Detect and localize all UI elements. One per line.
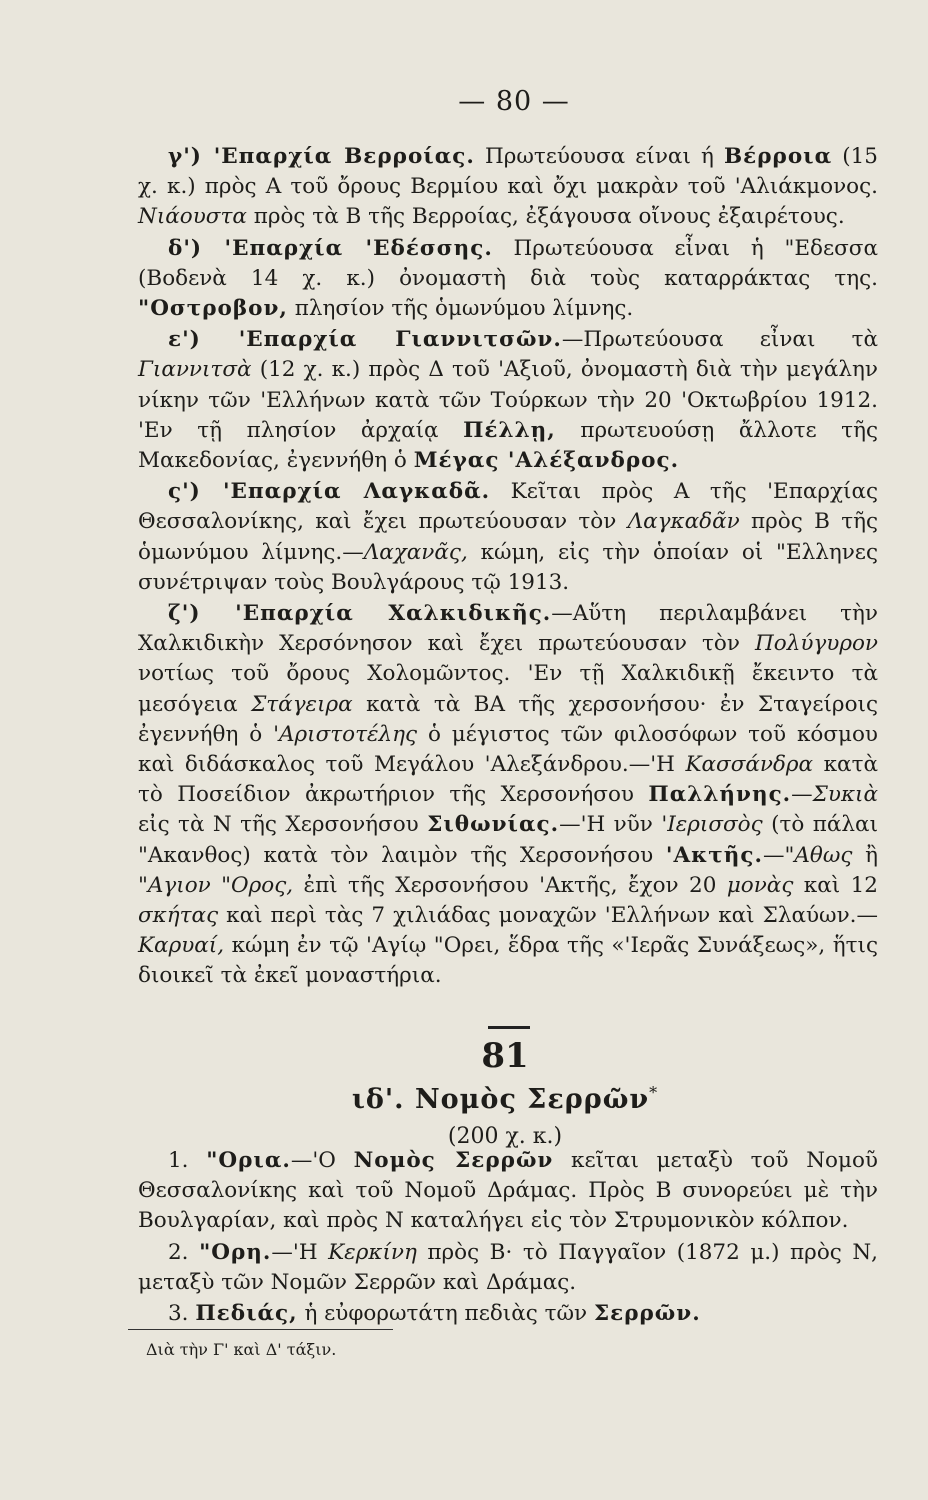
paragraph-chalkidiki bbox=[138, 599, 878, 992]
heading-mountains: "Ορη. bbox=[199, 1239, 272, 1265]
section-divider bbox=[488, 1026, 530, 1029]
footnote-marker: * bbox=[649, 1083, 659, 1102]
text-run: νοτίως τοῦ ὄρους Χολομῶντος. 'Εν τῇ Χαλκιδικῇ ἔκειντο τὰ μεσόγεια bbox=[138, 661, 878, 717]
italic-run: 'Αριστοτέλης bbox=[273, 721, 418, 747]
italic-run: "Αθως bbox=[784, 842, 853, 868]
paragraph-mountains bbox=[138, 1238, 878, 1298]
text-run: ἡ εὐφορωτάτη πεδιὰς τῶν bbox=[297, 1301, 594, 1327]
text-run: πλησίον τῆς ὁμωνύμου λίμνης. bbox=[287, 296, 634, 322]
item-number: 2. bbox=[168, 1239, 200, 1265]
text-run: κατὰ τὰ ΒΑ τῆς χερσονήσου· ἐν Σταγείροις ἐγεννήθη ὁ bbox=[138, 691, 878, 747]
text-run: —Πρωτεύουσα εἶναι τὰ bbox=[561, 327, 879, 353]
paragraph-lagkadas bbox=[138, 477, 878, 598]
text-run: πρὸς Β τῆς ὁμωνύμου λίμνης.— bbox=[138, 509, 879, 565]
italic-run: "Αγιον "Ορος, bbox=[138, 872, 294, 898]
text-run: κώμη ἐν τῷ 'Αγίῳ "Ορει, ἕδρα τῆς «'Ιερᾶς Συνάξεως», ἥτις διοικεῖ τὰ ἐκεῖ μοναστήρια. bbox=[138, 933, 878, 989]
text-run: καὶ 12 bbox=[793, 872, 878, 898]
bold-run: 'Ακτῆς. bbox=[665, 842, 763, 868]
italic-run: Πολύγυρον bbox=[755, 631, 878, 657]
text-run: — bbox=[762, 842, 785, 868]
italic-run: Νιάουστα bbox=[138, 204, 247, 230]
italic-run: Στάγειρα bbox=[251, 691, 353, 717]
heading-edessa: δ') 'Επαρχία 'Εδέσσης. bbox=[168, 235, 493, 261]
item-number: 1. bbox=[168, 1148, 207, 1173]
section-title-text: ιδ'. Νομὸς Σερρῶν bbox=[351, 1084, 650, 1115]
paragraph-boundaries bbox=[138, 1146, 878, 1237]
footnote-rule bbox=[128, 1329, 393, 1330]
italic-run: Συκιὰ bbox=[812, 782, 878, 808]
text-run: — bbox=[791, 782, 813, 808]
text-run: κατὰ τὸ Ποσείδιον ἀκρωτήριον τῆς Χερσονήσου bbox=[138, 752, 878, 808]
text-run: ἐπὶ τῆς Χερσονήσου 'Ακτῆς, ἔχον 20 bbox=[293, 872, 727, 898]
bold-run: Νομὸς Σερρῶν bbox=[353, 1148, 554, 1173]
section-area: (200 χ. κ.) bbox=[447, 1124, 563, 1149]
bold-run: Πέλλῃ, bbox=[463, 417, 556, 443]
text-run: Πρωτεύουσα είναι ή bbox=[474, 144, 724, 169]
paragraph-edessa bbox=[138, 234, 878, 325]
text-run: ἢ bbox=[852, 842, 878, 868]
text-run: κώμη, εἰς τὴν ὁποίαν οἱ "Ελληνες συνέτριψαν τοὺς Βουλγάρους τῷ 1913. bbox=[138, 539, 878, 595]
text-run: —'Η bbox=[271, 1239, 329, 1265]
text-run: —'Ο bbox=[290, 1148, 354, 1173]
italic-run: σκήτας bbox=[138, 903, 219, 929]
text-run: Κεῖται πρὸς Α τῆς 'Επαρχίας Θεσσαλονίκης, καὶ ἔχει πρωτεύουσαν τὸν bbox=[138, 479, 879, 535]
text-run: πρὸς τὰ Β τῆς Βερροίας, ἐξάγουσα οἴνους ἐξαιρέτους. bbox=[246, 204, 845, 230]
heading-plain: Πεδιάς, bbox=[195, 1301, 298, 1327]
italic-run: Λαγκαδᾶν bbox=[627, 509, 740, 535]
text-run: (12 χ. κ.) πρὸς Δ τοῦ 'Αξιοῦ, ὀνομαστὴ διὰ τὴν μεγάλην νίκην τῶν 'Ελλήνων κατὰ τῶν Τούρκων τὴν 20 'Οκτωβρίου 1912. 'Εν τῇ πλησίον ἀρχαίᾳ bbox=[138, 357, 878, 443]
text-run: καὶ περὶ τὰς 7 χιλιάδας μοναχῶν 'Ελλήνων καὶ Σλαύων.— bbox=[218, 903, 878, 929]
text-run: πρωτευούσῃ ἄλλοτε τῆς Μακεδονίας, ἐγεννήθη ὁ bbox=[138, 417, 878, 474]
bold-run: Βέρροια bbox=[723, 144, 833, 169]
bold-run: "Οστροβον, bbox=[138, 296, 288, 322]
italic-run: Καρυαί, bbox=[138, 933, 225, 959]
section-title bbox=[0, 1083, 928, 1115]
text-run: πρὸς Β· τὸ Παγγαῖον (1872 μ.) πρὸς Ν, μεταξὺ τῶν Νομῶν Σερρῶν καὶ Δράμας. bbox=[138, 1239, 878, 1295]
italic-run: 'Ιερισσὸς bbox=[661, 812, 763, 838]
text-run: —'Η νῦν bbox=[559, 812, 662, 838]
section-number: 81 bbox=[481, 1036, 529, 1076]
section-text-block bbox=[138, 1146, 878, 1329]
heading-veroia: γ') 'Επαρχία Βερροίας. bbox=[168, 144, 475, 169]
italic-run: Κασσάνδρα bbox=[685, 752, 814, 778]
italic-run: Λαχανᾶς, bbox=[363, 539, 468, 565]
page-number: — 80 — bbox=[458, 86, 570, 117]
italic-run: Κερκίνη bbox=[328, 1239, 417, 1265]
bold-run: Μέγας 'Αλέξανδρος. bbox=[413, 448, 680, 474]
italic-run: Γιαννιτσὰ bbox=[138, 357, 252, 383]
text-run: —Αὕτη περιλαμβάνει τὴν Χαλκιδικὴν Χερσόνησον καὶ ἔχει πρωτεύουσαν τὸν bbox=[138, 601, 878, 657]
text-run: (15 χ. κ.) πρὸς Α τοῦ ὄρους Βερμίου καὶ ὄχι μακρὰν τοῦ 'Αλιάκμονος. bbox=[138, 144, 878, 200]
text-run: κεῖται μεταξὺ τοῦ Νομοῦ Θεσσαλονίκης καὶ τοῦ Νομοῦ Δράμας. Πρὸς Β συνορεύει μὲ τὴν Βουλγαρίαν, καὶ πρὸς Ν καταλήγει εἰς τὸν Στρυμονικὸν κόλπον. bbox=[138, 1148, 878, 1234]
paragraph-veroia bbox=[138, 142, 878, 233]
bold-run: Σιθωνίας. bbox=[427, 812, 560, 838]
heading-boundaries: "Ορια. bbox=[206, 1148, 291, 1173]
text-run: ὁ μέγιστος τῶν φιλοσόφων τοῦ κόσμου καὶ διδάσκαλος τοῦ Μεγάλου 'Αλεξάνδρου.—'Η bbox=[138, 721, 878, 778]
italic-run: μονὰς bbox=[726, 872, 794, 898]
main-text-block bbox=[138, 142, 878, 992]
bold-run: Παλλήνης. bbox=[648, 782, 792, 808]
text-run: Πρωτεύουσα εἶναι ἡ "Εδεσσα (Βοδενὰ 14 χ. κ.) ὀνομαστὴ διὰ τοὺς καταρράκτας της. bbox=[138, 235, 879, 291]
text-run: εἰς τὰ Ν τῆς Χερσονήσου bbox=[138, 812, 428, 838]
text-run: (τὸ πάλαι "Ακανθος) κατὰ τὸν λαιμὸν τῆς Χερσονήσου bbox=[138, 812, 878, 868]
footnote: Διὰ τὴν Γ' καὶ Δ' τάξιν. bbox=[146, 1340, 337, 1359]
paragraph-plain bbox=[138, 1299, 878, 1329]
bold-run: Σερρῶν. bbox=[593, 1301, 701, 1327]
heading-chalkidiki: ζ') 'Επαρχία Χαλκιδικῆς. bbox=[168, 601, 552, 627]
heading-giannitsa: ε') 'Επαρχία Γιαννιτσῶν. bbox=[168, 327, 562, 353]
item-number: 3. bbox=[168, 1301, 196, 1327]
heading-lagkadas: ς') 'Επαρχία Λαγκαδᾶ. bbox=[168, 479, 491, 505]
paragraph-giannitsa bbox=[138, 325, 878, 476]
